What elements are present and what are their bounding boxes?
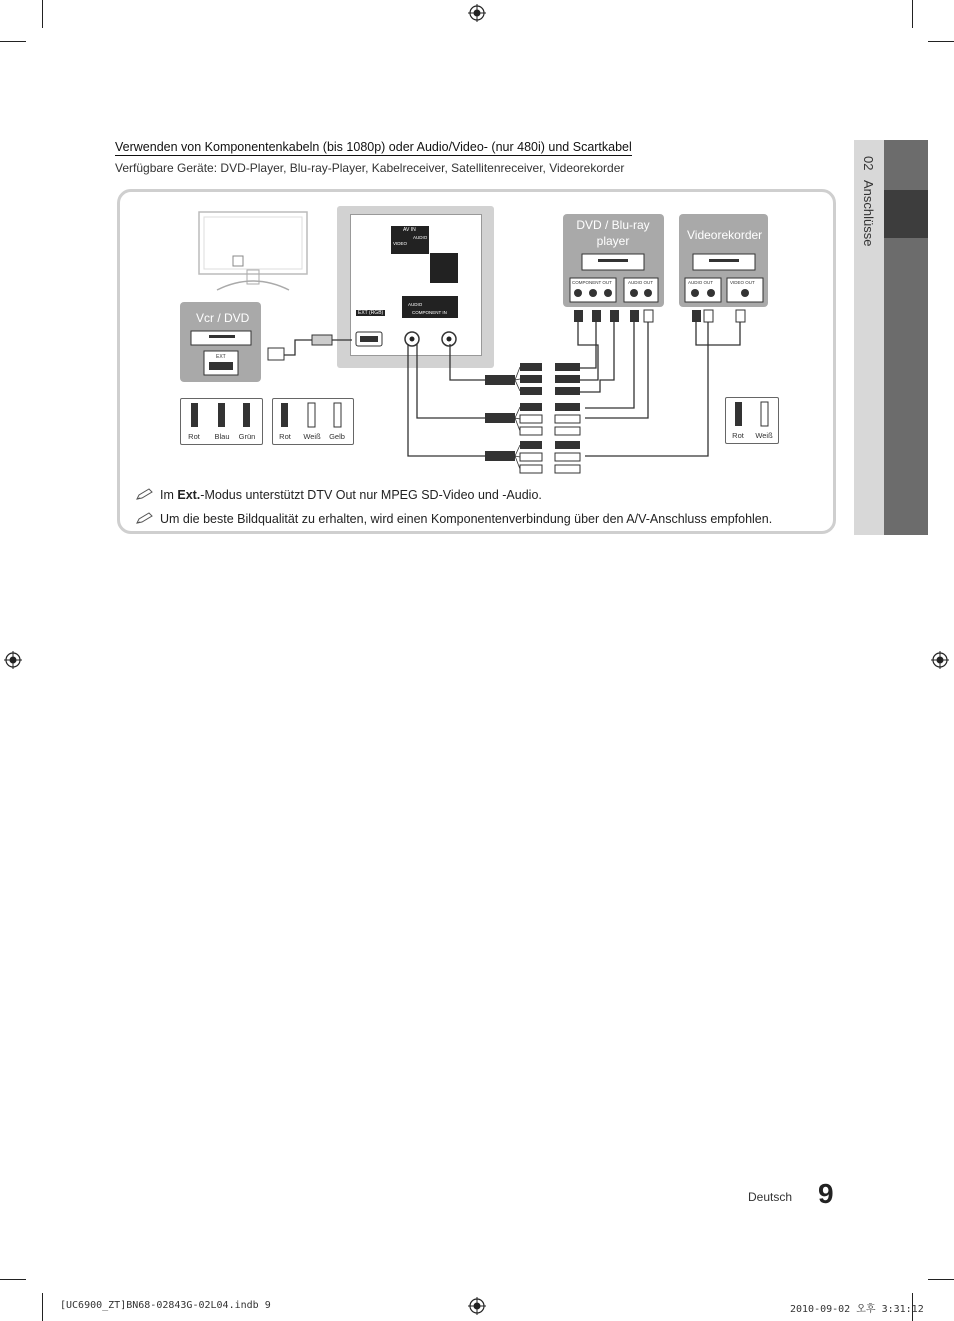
note-quality	[136, 512, 772, 526]
ext-rgb-label: EXT (RGB)	[358, 310, 384, 316]
audio-label: AUDIO	[413, 235, 428, 240]
note-ext-post: -Modus unterstützt DTV Out nur MPEG SD-Video und -Audio.	[200, 488, 542, 502]
note-ext-mode	[136, 488, 542, 502]
cable-wiring	[0, 0, 954, 540]
audio-small-label: AUDIO	[408, 302, 423, 307]
plug-label-red: Rot	[732, 431, 744, 440]
av-plugs-icon	[275, 401, 351, 429]
page-number: 9	[818, 1178, 834, 1209]
video-out-label: VIDEO OUT	[730, 280, 755, 285]
vcr-dvd-label: Vcr / DVD	[196, 311, 250, 325]
ext-port-label: EXT	[216, 354, 226, 360]
plug-label-white: Weiß	[755, 431, 773, 440]
crop-mark	[0, 1279, 26, 1280]
section-heading: Verwenden von Komponentenkabeln (bis 1080p) oder Audio/Video- (nur 480i) und Scartkabel	[115, 140, 632, 154]
side-tab-active	[884, 190, 928, 238]
videorecorder-label: Videorekorder	[687, 228, 763, 242]
available-devices: Verfügbare Geräte: DVD-Player, Blu-ray-Player, Kabelreceiver, Satellitenreceiver, Videorekorder	[115, 161, 625, 175]
note-ext-pre: Im	[160, 488, 178, 502]
file-info: [UC6900_ZT]BN68-02843G-02L04.indb 9	[60, 1300, 271, 1311]
component-in-label: COMPONENT IN	[412, 310, 447, 315]
registration-mark-icon	[931, 651, 949, 669]
svg-text:Anschlüsse: Anschlüsse	[861, 180, 876, 247]
svg-text:02: 02	[861, 156, 876, 171]
dvd-bluray-label: DVD / Blu-ray player	[576, 218, 650, 248]
footer-language: Deutsch	[748, 1190, 793, 1204]
plug-label-blue: Blau	[214, 432, 230, 441]
registration-mark-icon	[468, 1297, 486, 1315]
video-label: VIDEO	[393, 241, 408, 246]
pencil-note-icon	[136, 488, 154, 500]
pencil-note-icon	[136, 512, 154, 524]
audio-plugs-icon	[728, 400, 776, 428]
plug-label-green: Grün	[238, 432, 256, 441]
note-ext-bold: Ext.	[177, 488, 201, 502]
crop-mark	[928, 1279, 954, 1280]
plug-label-red: Rot	[279, 432, 291, 441]
component-out-label: COMPONENT OUT	[572, 280, 612, 285]
note-quality-text: Um die beste Bildqualität zu erhalten, wird einen Komponentenverbindung über den A/V-Anschluss empfohlen.	[160, 512, 773, 526]
component-plugs-icon	[183, 401, 259, 429]
crop-mark	[42, 1293, 43, 1321]
audio-out-label: AUDIO OUT	[628, 280, 654, 285]
plug-label-white: Weiß	[303, 432, 321, 441]
av-in-label: AV IN	[403, 227, 416, 233]
date-info: 2010-09-02 오후 3:31:12	[790, 1304, 924, 1315]
side-tab-text	[848, 150, 888, 260]
plug-label-yellow: Gelb	[329, 432, 345, 441]
registration-mark-icon	[4, 651, 22, 669]
plug-label-red: Rot	[188, 432, 200, 441]
audio-out-label: AUDIO OUT	[688, 280, 714, 285]
